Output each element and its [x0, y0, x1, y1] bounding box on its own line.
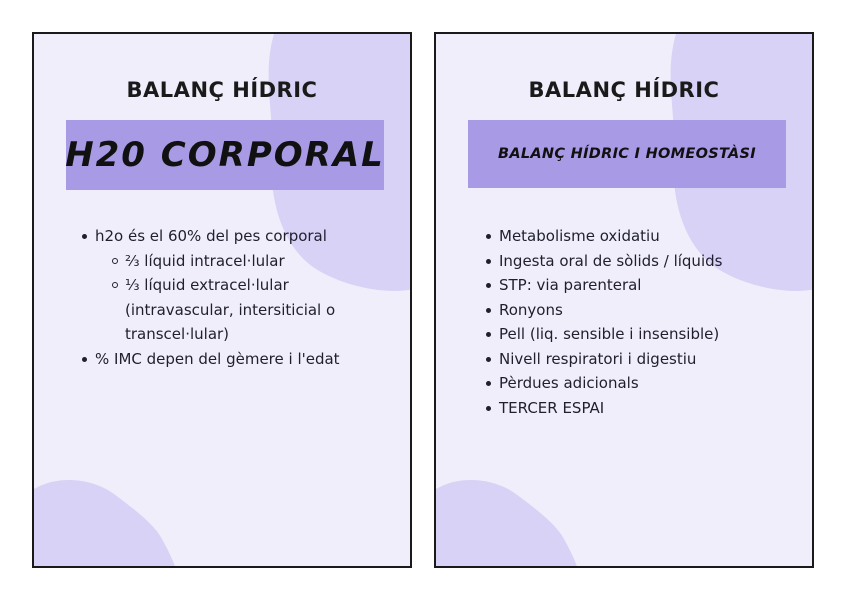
list-item-text: h2o és el 60% del pes corporal — [95, 227, 327, 245]
list-item — [499, 224, 799, 249]
list-item-text: % IMC depen del gèmere i l'edat — [95, 349, 340, 368]
list-item-text: STP: via parenteral — [499, 276, 642, 294]
list-item — [499, 396, 799, 421]
banner-title: H20 CORPORAL — [65, 135, 385, 175]
slide-card-balanc-homeostasi — [434, 32, 814, 568]
sub-bullet-list — [95, 249, 395, 347]
list-item-text: Metabolisme oxidatiu — [499, 227, 660, 245]
title-banner — [468, 120, 786, 188]
list-item-text: Pell (liq. sensible i insensible) — [499, 325, 720, 343]
list-item — [499, 298, 799, 323]
sub-list-item — [125, 249, 395, 274]
sub-list-item — [125, 273, 395, 347]
list-item-text: TERCER ESPAI — [499, 398, 605, 417]
sub-list-item-text: ⅔ líquid intracel·lular — [125, 251, 285, 270]
list-item — [95, 347, 395, 372]
bullet-list — [499, 224, 799, 420]
banner-title: BALANÇ HÍDRIC I HOMEOSTÀSI — [497, 146, 756, 162]
list-item — [499, 273, 799, 298]
list-item-text: Ingesta oral de sòlids / líquids — [499, 251, 723, 270]
title-banner — [66, 120, 384, 190]
list-item — [499, 347, 799, 372]
list-item-text: Ronyons — [499, 300, 563, 319]
card-header-title: BALANÇ HÍDRIC — [528, 78, 720, 102]
list-item-text: Nivell respiratori i digestiu — [499, 349, 697, 368]
list-item — [499, 371, 799, 396]
list-item — [499, 322, 799, 347]
list-item-text: Pèrdues adicionals — [499, 374, 639, 392]
slide-card-h2o-corporal — [32, 32, 412, 568]
bullet-list — [95, 224, 395, 371]
list-item — [499, 249, 799, 274]
list-item — [95, 224, 395, 347]
sub-list-item-text: ⅓ líquid extracel·lular (intravascular, intersiticial o transcel·lular) — [125, 276, 336, 343]
card-header-title: BALANÇ HÍDRIC — [126, 78, 318, 102]
